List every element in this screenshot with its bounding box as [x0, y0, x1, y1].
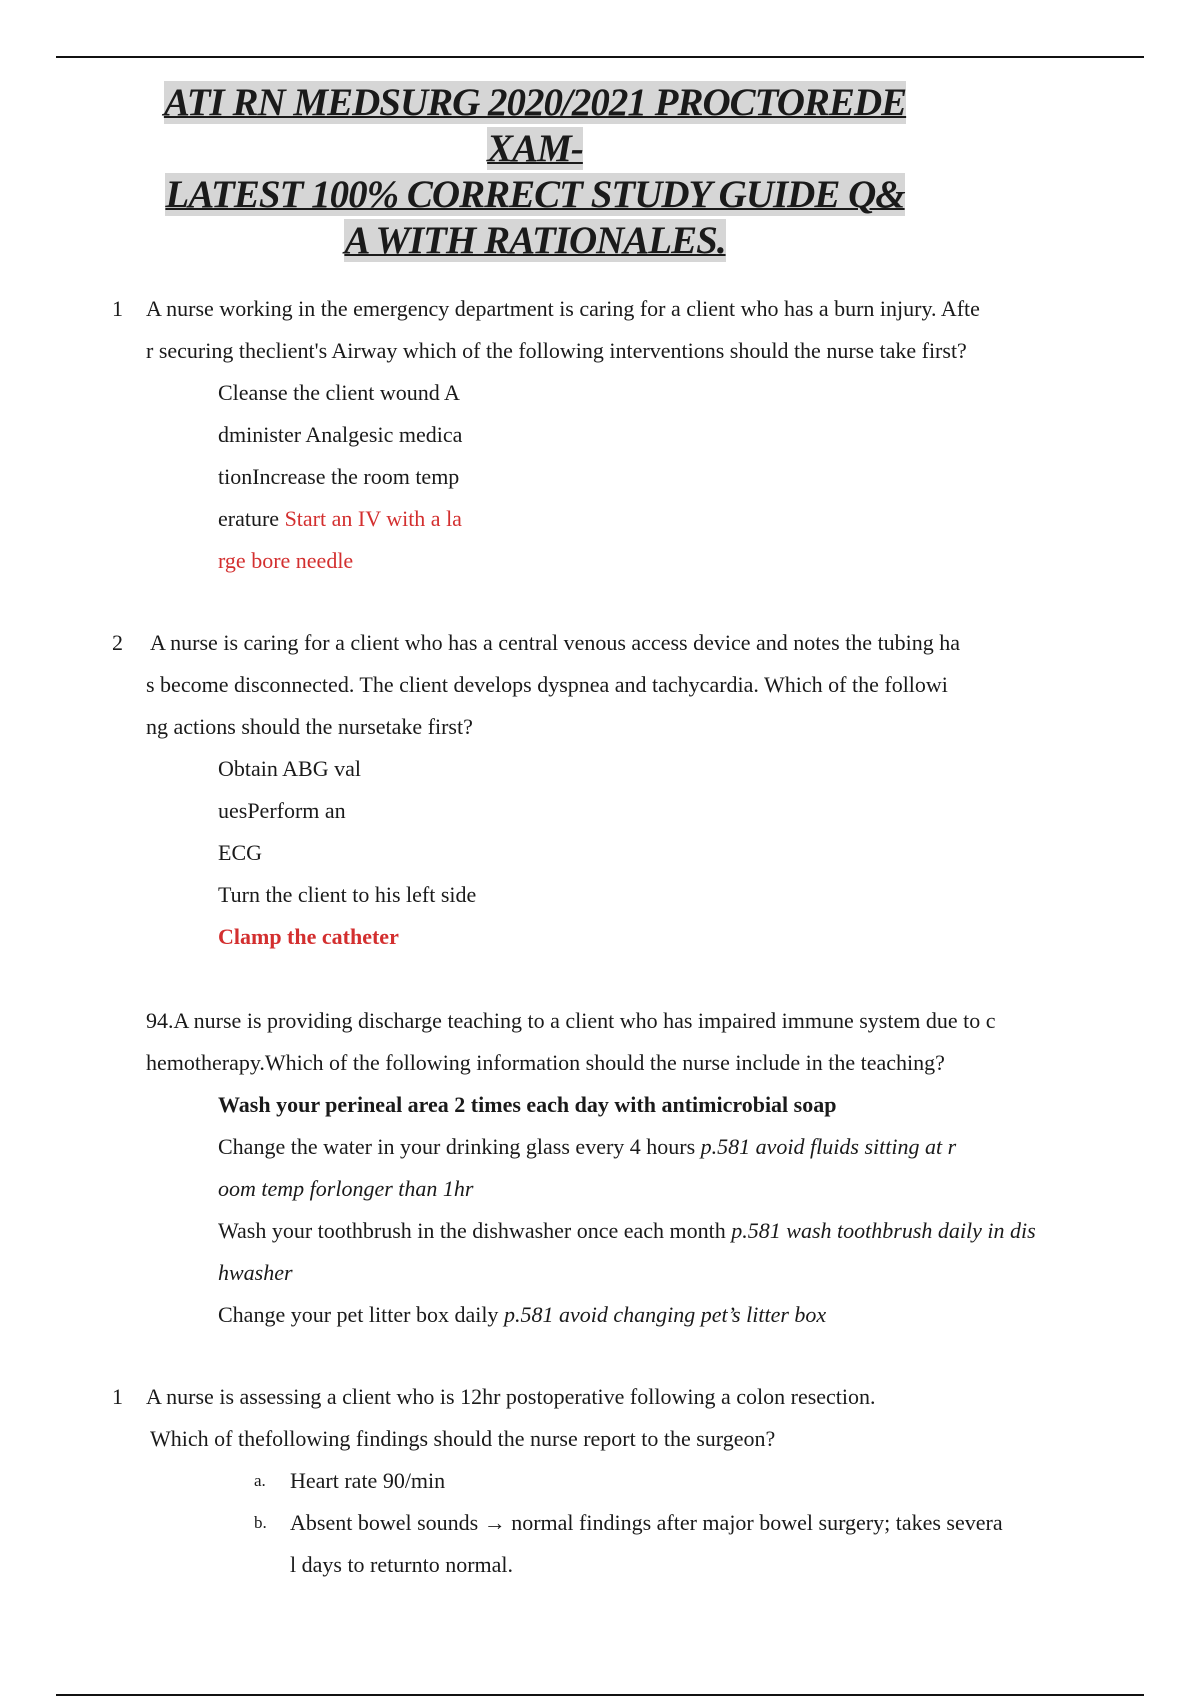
- option-line: Cleanse the client wound A: [218, 380, 460, 405]
- option-line: Turn the client to his left side: [218, 882, 477, 907]
- document-title: ATI RN MEDSURG 2020/2021 PROCTOREDE XAM- LATEST 100% CORRECT STUDY GUIDE Q& A WITH RATIONALES.: [163, 81, 907, 262]
- option-label: a.: [254, 1471, 266, 1490]
- rationale-note: p.581 wash toothbrush daily in dis: [731, 1218, 1036, 1243]
- option-line: dminister Analgesic medica: [218, 422, 463, 447]
- answer-options: [218, 748, 1118, 958]
- bottom-rule: [56, 1694, 1144, 1696]
- question-text: A nurse is assessing a client who is 12hr postoperative following a colon resection. Which of thefollowing findings should the nurse report to the surgeon?: [146, 1384, 876, 1451]
- option-line: uesPerform an: [218, 798, 346, 823]
- rationale-note: oom temp forlonger than 1hr: [218, 1176, 474, 1201]
- option-label: b.: [254, 1513, 267, 1532]
- question-number: 2: [112, 630, 123, 655]
- option-b: b. Absent bowel sounds → normal findings after major bowel surgery; takes severa: [218, 1502, 1118, 1544]
- rationale-note: hwasher: [218, 1260, 293, 1285]
- option-line: Change the water in your drinking glass every 4 hours p.581 avoid fluids sitting at r: [218, 1134, 957, 1159]
- option-line: Change your pet litter box daily p.581 avoid changing pet’s litter box: [218, 1302, 827, 1327]
- question-text: A nurse working in the emergency department is caring for a client who has a burn injury. Afte r securing theclient's Airway which of the following interventions should the nurse take first?: [146, 296, 980, 363]
- option-line: erature Start an IV with a la: [218, 506, 462, 531]
- question-text: A nurse is caring for a client who has a central venous access device and notes the tubing ha s become disconnected. The client develops dyspnea and tachycardia. Which of the followi ng actions should the nursetake first?: [146, 630, 961, 739]
- answer-options: [218, 1084, 1118, 1336]
- question-text: 94.A nurse is providing discharge teaching to a client who has impaired immune system due to c hemotherapy.Which of the following information should the nurse include in the teaching?: [146, 1008, 996, 1075]
- option-line: Wash your toothbrush in the dishwasher once each month p.581 wash toothbrush daily in dis: [218, 1218, 1036, 1243]
- rationale-note: p.581 avoid changing pet’s litter box: [503, 1302, 827, 1327]
- correct-answer: Start an IV with a la: [284, 506, 462, 531]
- top-rule: [56, 56, 1144, 58]
- question-number: 1: [112, 1384, 123, 1409]
- correct-answer: Clamp the catheter: [218, 924, 399, 949]
- question-number: 1: [112, 296, 123, 321]
- option-line: Obtain ABG val: [218, 756, 361, 781]
- correct-answer: rge bore needle: [218, 548, 354, 573]
- correct-answer: Wash your perineal area 2 times each day with antimicrobial soap: [218, 1092, 837, 1117]
- option-line: ECG: [218, 840, 262, 865]
- answer-options: [218, 1460, 1118, 1586]
- option-b-continued: l days to returnto normal.: [290, 1552, 514, 1577]
- rationale-note: p.581 avoid fluids sitting at r: [700, 1134, 957, 1159]
- answer-options: [218, 372, 1118, 582]
- option-a: a. Heart rate 90/min: [218, 1460, 1118, 1502]
- option-line: tionIncrease the room temp: [218, 464, 460, 489]
